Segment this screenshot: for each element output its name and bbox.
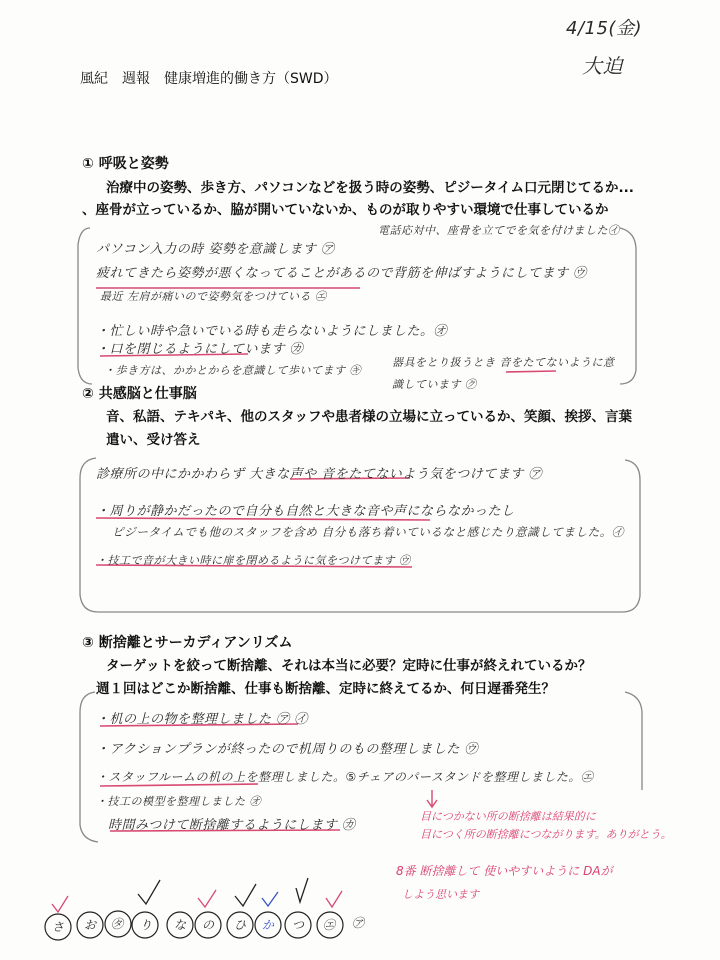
footer-mark: か — [262, 918, 275, 932]
section3-comment: ・机の上の物を整理しました ㋐ ㋑ — [96, 712, 308, 727]
footer-mark: お — [84, 918, 97, 932]
teacher-feedback: 目につく所の断捨離につながります。ありがとう。 — [420, 828, 672, 841]
section1-comment: 疲れてきたら姿勢が悪くなってることがあるので背筋を伸ばすようにしてます ㋒ — [96, 266, 587, 281]
section1-heading: ① 呼吸と姿勢 — [82, 156, 169, 172]
page-title: 風紀 週報 健康増進的働き方（SWD） — [80, 71, 338, 87]
footer-mark: つ — [292, 918, 305, 932]
section3-heading: ③ 断捨離とサーカディアンリズム — [82, 635, 293, 651]
footer-mark: さ — [52, 920, 65, 934]
section1-comment: 最近 左肩が痛いので姿勢気をつけている ㋓ — [100, 290, 327, 303]
section1-comment: ・口を閉じるようにしています ㋕ — [96, 342, 304, 357]
section1-desc2: 、座骨が立っているか、脇が開いていないか、ものが取りやすい環境で仕事しているか — [82, 202, 609, 218]
footer-mark: ㋟ — [111, 917, 124, 931]
section2-desc1: 音、私語、テキパキ、他のスタッフや患者様の立場に立っているか、笑顔、挨拶、言葉 — [106, 409, 632, 425]
section2-comment: 診療所の中にかかわらず 大きな声や 音をたてないよう気をつけてます ㋐ — [96, 467, 542, 482]
section3-comment: ・アクションプランが終ったので机周りのもの整理しました ㋒ — [96, 742, 478, 757]
footer-mark: の — [202, 918, 215, 932]
section3-desc2: 週１回はどこか断捨離、仕事も断捨離、定時に終えてるか、何日遅番発生？ — [96, 681, 555, 697]
section1-comment: 電話応対中、座骨を立てでを気を付けました㋑ — [378, 224, 620, 237]
teacher-feedback: 8番 断捨離して 使いやすいように DAが — [396, 864, 613, 878]
section3-comment: ・技工の模型を整理しました ㋔ — [96, 795, 261, 808]
footer-mark: ひ — [234, 918, 247, 932]
section2-comment: ピジータイムでも他のスタッフを含め 自分も落ち着いているなと感じたり意識してました。㋑ — [112, 525, 624, 539]
section2-comment: ・周りが静かだったので自分も自然と大きな音や声にならなかったし — [96, 504, 515, 519]
footer-mark: ㋐ — [352, 916, 365, 930]
section1-comment: ・忙しい時や急いでいる時も走らないようにしました。㋔ — [96, 324, 448, 339]
section2-heading: ② 共感脳と仕事脳 — [82, 386, 197, 402]
section3-comment: 時間みつけて断捨離するようにします ㋕ — [108, 818, 356, 833]
section2-desc2: 遣い、受け答え — [106, 432, 201, 448]
teacher-feedback: しよう思います — [402, 888, 479, 901]
section2-comment: ・技工で音が大きい時に扉を閉めるように気をつけてます ㋒ — [96, 554, 411, 567]
teacher-feedback: 目につかない所の断捨離は結果的に — [420, 810, 596, 823]
footer-mark: ㋓ — [323, 918, 336, 932]
footer-mark: り — [140, 918, 153, 932]
section1-comment: 器具をとり扱うとき 音をたてないように意識しています ㋗ — [392, 356, 615, 391]
author-name: 大迫 — [582, 54, 623, 78]
section3-comment: ・スタッフルームの机の上を整理しました。⑤チェアのパースタンドを整理しました。㋓ — [96, 770, 594, 784]
section1-desc1: 治療中の姿勢、歩き方、パソコンなどを扱う時の姿勢、ピジータイム口元閉じてるか... — [106, 180, 634, 196]
report-date: 4/15(金) — [566, 18, 642, 39]
footer-mark: な — [174, 918, 187, 932]
section1-comment: ・歩き方は、かかとからを意識して歩いてます ㋖ — [104, 364, 361, 377]
section3-desc1: ターゲットを絞って断捨離、それは本当に必要？定時に仕事が終えれているか？ — [106, 658, 592, 674]
section1-comment: パソコン入力の時 姿勢を意識します ㋐ — [96, 242, 335, 257]
